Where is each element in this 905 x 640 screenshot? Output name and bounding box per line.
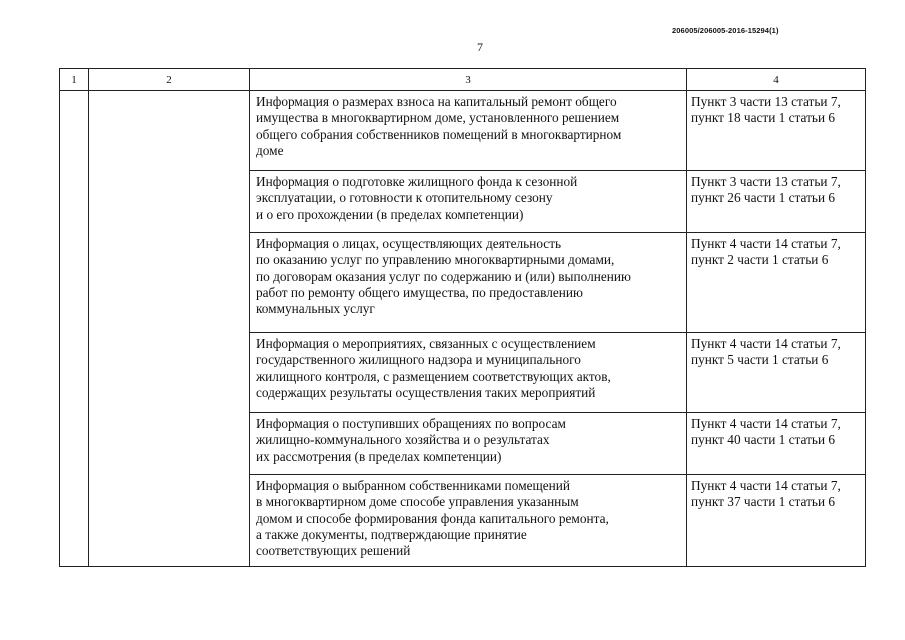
legal-reference-cell	[687, 413, 866, 475]
description-line: а также документы, подтверждающие принятие	[256, 526, 527, 542]
description-line: содержащих результаты осуществления таких мероприятий	[256, 384, 596, 400]
description-line: Информация о подготовке жилищного фонда к сезонной	[256, 174, 578, 189]
description-line: работ по ремонту общего имущества, по предоставлению	[256, 284, 583, 300]
description-line: в многоквартирном доме способе управления указанным	[256, 494, 579, 510]
table-header-row	[60, 69, 866, 91]
description-line: жилищно-коммунального хозяйства и о результатах	[256, 432, 550, 448]
description-line: Информация о лицах, осуществляющих деятельность	[256, 236, 562, 251]
description-line: имущества в многоквартирном доме, установленного решением	[256, 110, 620, 126]
reference-line: Пункт 4 части 14 статьи 7,	[691, 478, 841, 493]
info-description-cell	[250, 413, 687, 475]
description-line: доме	[256, 142, 284, 158]
reference-line: пункт 2 части 1 статьи 6	[691, 252, 829, 268]
empty-cell-col1	[60, 91, 89, 567]
description-line: государственного жилищного надзора и муниципального	[256, 352, 581, 368]
description-line: соответствующих решений	[256, 543, 411, 559]
description-line: жилищного контроля, с размещением соответствующих актов,	[256, 368, 611, 384]
description-line: по оказанию услуг по управлению многоквартирными домами,	[256, 252, 615, 268]
table-row	[60, 91, 866, 171]
reference-line: Пункт 4 части 14 статьи 7,	[691, 236, 841, 251]
document-table	[59, 68, 866, 567]
column-header: 3	[250, 69, 687, 91]
info-description-cell	[250, 333, 687, 413]
reference-line: пункт 5 части 1 статьи 6	[691, 352, 829, 368]
reference-line: пункт 18 части 1 статьи 6	[691, 110, 836, 126]
reference-line: Пункт 3 части 13 статьи 7,	[691, 94, 841, 109]
description-line: Информация о размерах взноса на капитальный ремонт общего	[256, 94, 617, 109]
column-header: 1	[60, 69, 89, 91]
description-line: их рассмотрения (в пределах компетенции)	[256, 448, 502, 464]
info-description-cell	[250, 233, 687, 333]
legal-reference-cell	[687, 233, 866, 333]
description-line: коммунальных услуг	[256, 301, 375, 317]
reference-line: Пункт 3 части 13 статьи 7,	[691, 174, 841, 189]
description-line: домом и способе формирования фонда капитального ремонта,	[256, 510, 609, 526]
info-description-cell	[250, 91, 687, 171]
reference-line: Пункт 4 части 14 статьи 7,	[691, 416, 841, 431]
info-description-cell	[250, 475, 687, 567]
table-body	[60, 69, 866, 567]
legal-reference-cell	[687, 333, 866, 413]
legal-reference-cell	[687, 475, 866, 567]
reference-line: пункт 37 части 1 статьи 6	[691, 494, 836, 510]
column-header: 2	[89, 69, 250, 91]
description-line: и о его прохождении (в пределах компетенции)	[256, 206, 524, 222]
document-id: 206005/206005-2016-15294(1)	[672, 26, 779, 35]
legal-reference-cell	[687, 91, 866, 171]
description-line: Информация о поступивших обращениях по вопросам	[256, 416, 566, 431]
column-header: 4	[687, 69, 866, 91]
info-description-cell	[250, 171, 687, 233]
description-line: общего собрания собственников помещений в многоквартирном	[256, 126, 622, 142]
reference-line: пункт 26 части 1 статьи 6	[691, 190, 836, 206]
empty-cell-col2	[89, 91, 250, 567]
description-line: Информация о выбранном собственниками помещений	[256, 478, 571, 493]
description-line: по договорам оказания услуг по содержанию и (или) выполнению	[256, 268, 631, 284]
description-line: эксплуатации, о готовности к отопительному сезону	[256, 190, 553, 206]
legal-reference-cell	[687, 171, 866, 233]
reference-line: пункт 40 части 1 статьи 6	[691, 432, 836, 448]
page-number: 7	[477, 40, 483, 54]
description-line: Информация о мероприятиях, связанных с осуществлением	[256, 336, 596, 351]
reference-line: Пункт 4 части 14 статьи 7,	[691, 336, 841, 351]
